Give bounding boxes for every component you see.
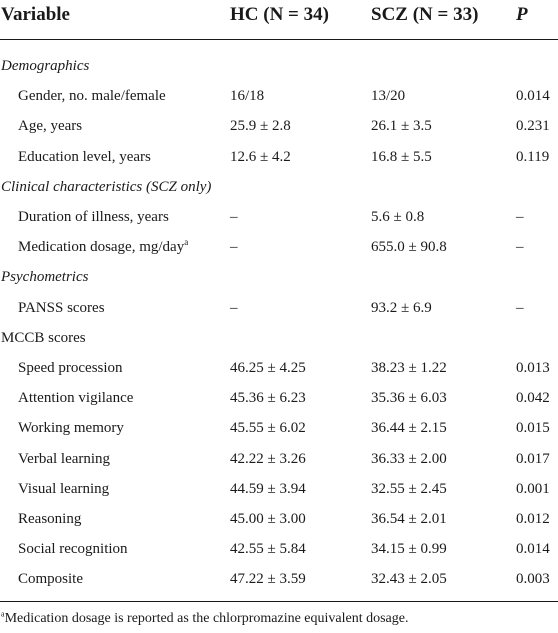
table-row	[0, 354, 558, 384]
row-label-text: Attention vigilance	[18, 390, 134, 407]
hc-value: –	[230, 239, 238, 256]
scz-value: 34.15 ± 0.99	[371, 541, 447, 558]
row-label	[18, 571, 83, 588]
table-row	[0, 505, 558, 535]
row-label-text: Reasoning	[18, 511, 82, 527]
scz-value: 655.0 ± 90.8	[371, 239, 447, 256]
table-bottom-rule	[0, 601, 558, 602]
row-label	[18, 149, 151, 166]
row-label-text: Social recognition	[18, 541, 128, 558]
hc-value: 44.59 ± 3.94	[230, 480, 306, 497]
header-p: P	[516, 4, 528, 25]
p-value: 0.003	[516, 571, 550, 588]
row-label	[18, 300, 105, 317]
scz-value: 36.44 ± 2.15	[371, 420, 447, 437]
row-label	[18, 420, 124, 437]
hc-value: 46.25 ± 4.25	[230, 360, 306, 376]
row-label-text: PANSS scores	[18, 299, 105, 316]
row-label-text: Speed procession	[18, 360, 123, 376]
row-label-text: Age, years	[18, 118, 83, 135]
p-value: 0.015	[516, 420, 550, 437]
table-row	[0, 294, 558, 324]
hc-value: 16/18	[230, 88, 265, 105]
hc-value: –	[230, 299, 238, 316]
hc-value: 12.6 ± 4.2	[230, 148, 291, 165]
p-value: –	[516, 299, 524, 316]
table-row	[0, 445, 558, 475]
section-label	[1, 179, 211, 196]
p-value: 0.119	[516, 148, 550, 165]
table-row	[0, 143, 558, 173]
scz-value: 5.6 ± 0.8	[371, 209, 425, 225]
scz-value: 38.23 ± 1.22	[371, 360, 447, 376]
row-label-text: Duration of illness, years	[18, 209, 169, 225]
scz-value: 32.55 ± 2.45	[371, 480, 447, 497]
header-variable: Variable	[1, 4, 70, 25]
hc-value: 45.55 ± 6.02	[230, 420, 306, 437]
scz-value: 93.2 ± 6.9	[371, 299, 432, 316]
table-row	[0, 82, 558, 112]
table-row	[0, 203, 558, 233]
row-label-text: Clinical characteristics (SCZ only)	[1, 178, 212, 195]
row-label-text: Psychometrics	[1, 269, 89, 286]
row-label-text: Working memory	[18, 420, 124, 437]
table-row	[0, 414, 558, 444]
p-value: 0.012	[516, 511, 550, 527]
hc-value: 45.00 ± 3.00	[230, 511, 306, 527]
section-row	[0, 52, 558, 82]
footnote-marker: a	[1, 609, 5, 619]
row-label	[18, 88, 166, 105]
table-row	[0, 535, 558, 565]
row-label-text: Composite	[18, 571, 84, 588]
hc-value: 45.36 ± 6.23	[230, 390, 306, 407]
row-label	[18, 481, 109, 498]
table-row	[0, 565, 558, 595]
hc-value: 25.9 ± 2.8	[230, 118, 291, 135]
row-label-text: Medication dosage, mg/day	[18, 239, 185, 256]
row-label-text: Verbal learning	[18, 450, 111, 467]
header-hc: HC (N = 34)	[230, 4, 329, 25]
row-label	[18, 118, 82, 135]
scz-value: 36.33 ± 2.00	[371, 450, 447, 467]
p-value: 0.017	[516, 450, 550, 467]
p-value: –	[516, 239, 524, 256]
row-label-text: Education level, years	[18, 148, 151, 165]
scz-value: 35.36 ± 6.03	[371, 390, 447, 407]
section-row	[0, 173, 558, 203]
row-label	[18, 360, 123, 377]
row-label	[18, 511, 81, 528]
table-header	[0, 0, 558, 40]
section-row	[0, 263, 558, 293]
p-value: 0.014	[516, 541, 550, 558]
scz-value: 16.8 ± 5.5	[371, 148, 432, 165]
scz-value: 36.54 ± 2.01	[371, 511, 447, 527]
table-footnote	[1, 611, 408, 627]
hc-value: –	[230, 209, 238, 225]
p-value: 0.014	[516, 88, 550, 105]
table-row	[0, 475, 558, 505]
footnote-marker: a	[184, 237, 189, 248]
row-label-text: Gender, no. male/female	[18, 88, 166, 105]
section-label	[1, 330, 86, 347]
row-label	[18, 209, 169, 226]
p-value: 0.231	[516, 118, 550, 135]
section-label	[1, 269, 88, 286]
row-label	[18, 541, 128, 558]
table-row	[0, 384, 558, 414]
hc-value: 42.55 ± 5.84	[230, 541, 306, 558]
scz-value: 13/20	[371, 88, 406, 105]
section-label	[1, 58, 89, 75]
row-label	[18, 239, 188, 256]
hc-value: 42.22 ± 3.26	[230, 450, 306, 467]
section-row	[0, 324, 558, 354]
table-row	[0, 233, 558, 263]
p-value: –	[516, 209, 524, 225]
scz-value: 32.43 ± 2.05	[371, 571, 447, 588]
row-label-text: Visual learning	[18, 480, 110, 497]
header-scz: SCZ (N = 33)	[371, 4, 479, 25]
row-label-text: MCCB scores	[1, 329, 86, 346]
scz-value: 26.1 ± 3.5	[371, 118, 432, 135]
row-label	[18, 451, 110, 468]
footnote-text: Medication dosage is reported as the chlorpromazine equivalent dosage.	[4, 611, 409, 626]
p-value: 0.042	[516, 390, 550, 407]
row-label-text: Demographics	[1, 58, 90, 74]
row-label	[18, 390, 133, 407]
table-row	[0, 112, 558, 142]
p-value: 0.013	[516, 360, 550, 376]
hc-value: 47.22 ± 3.59	[230, 571, 306, 588]
p-value: 0.001	[516, 480, 550, 497]
